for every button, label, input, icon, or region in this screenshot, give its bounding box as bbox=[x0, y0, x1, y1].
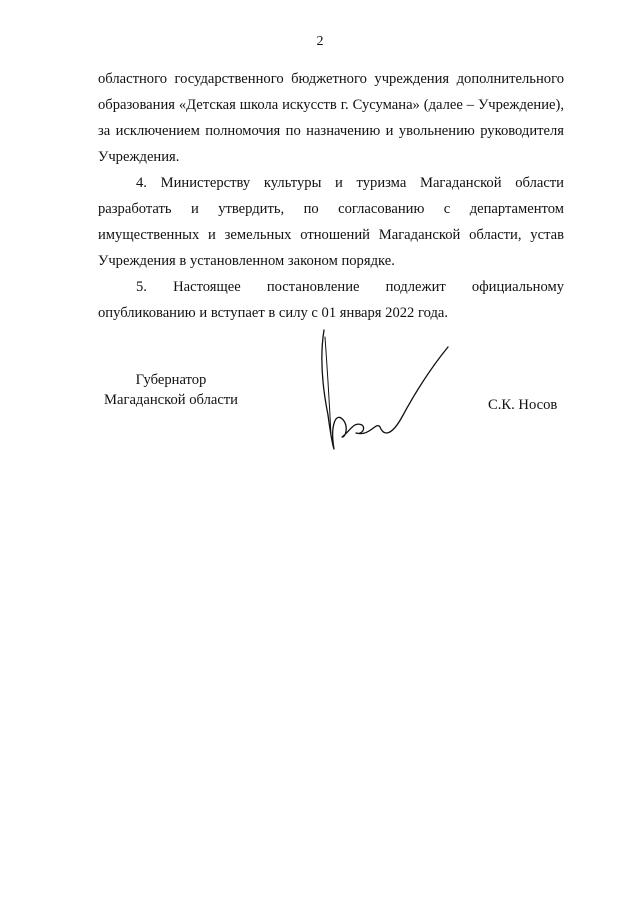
signer-title-line1: Губернатор bbox=[135, 372, 207, 388]
paragraph-item-5: 5. Настоящее постановление подлежит официальному опубликованию и вступает в силу с 01 января 2022 года. bbox=[98, 279, 564, 321]
paragraph-item-4: 4. Министерству культуры и туризма Магаданской области разработать и утвердить, по согласованию с департаментом имущественных и земельных отношений Магаданской области, устав Учреждения в установленном законом порядке. bbox=[98, 175, 564, 269]
paragraph-continuation: областного государственного бюджетного учреждения дополнительного образования «Детская школа искусств г. Сусумана» (далее – Учреждение), за исключением полномочия по назначению и увольнению руководителя Учреждения. bbox=[98, 71, 564, 165]
signer-title bbox=[96, 370, 246, 410]
signer-title-line2: Магаданской области bbox=[104, 392, 238, 408]
handwritten-signature bbox=[310, 325, 460, 455]
signer-name: С.К. Носов bbox=[488, 397, 558, 413]
page-number: 2 bbox=[316, 34, 324, 49]
